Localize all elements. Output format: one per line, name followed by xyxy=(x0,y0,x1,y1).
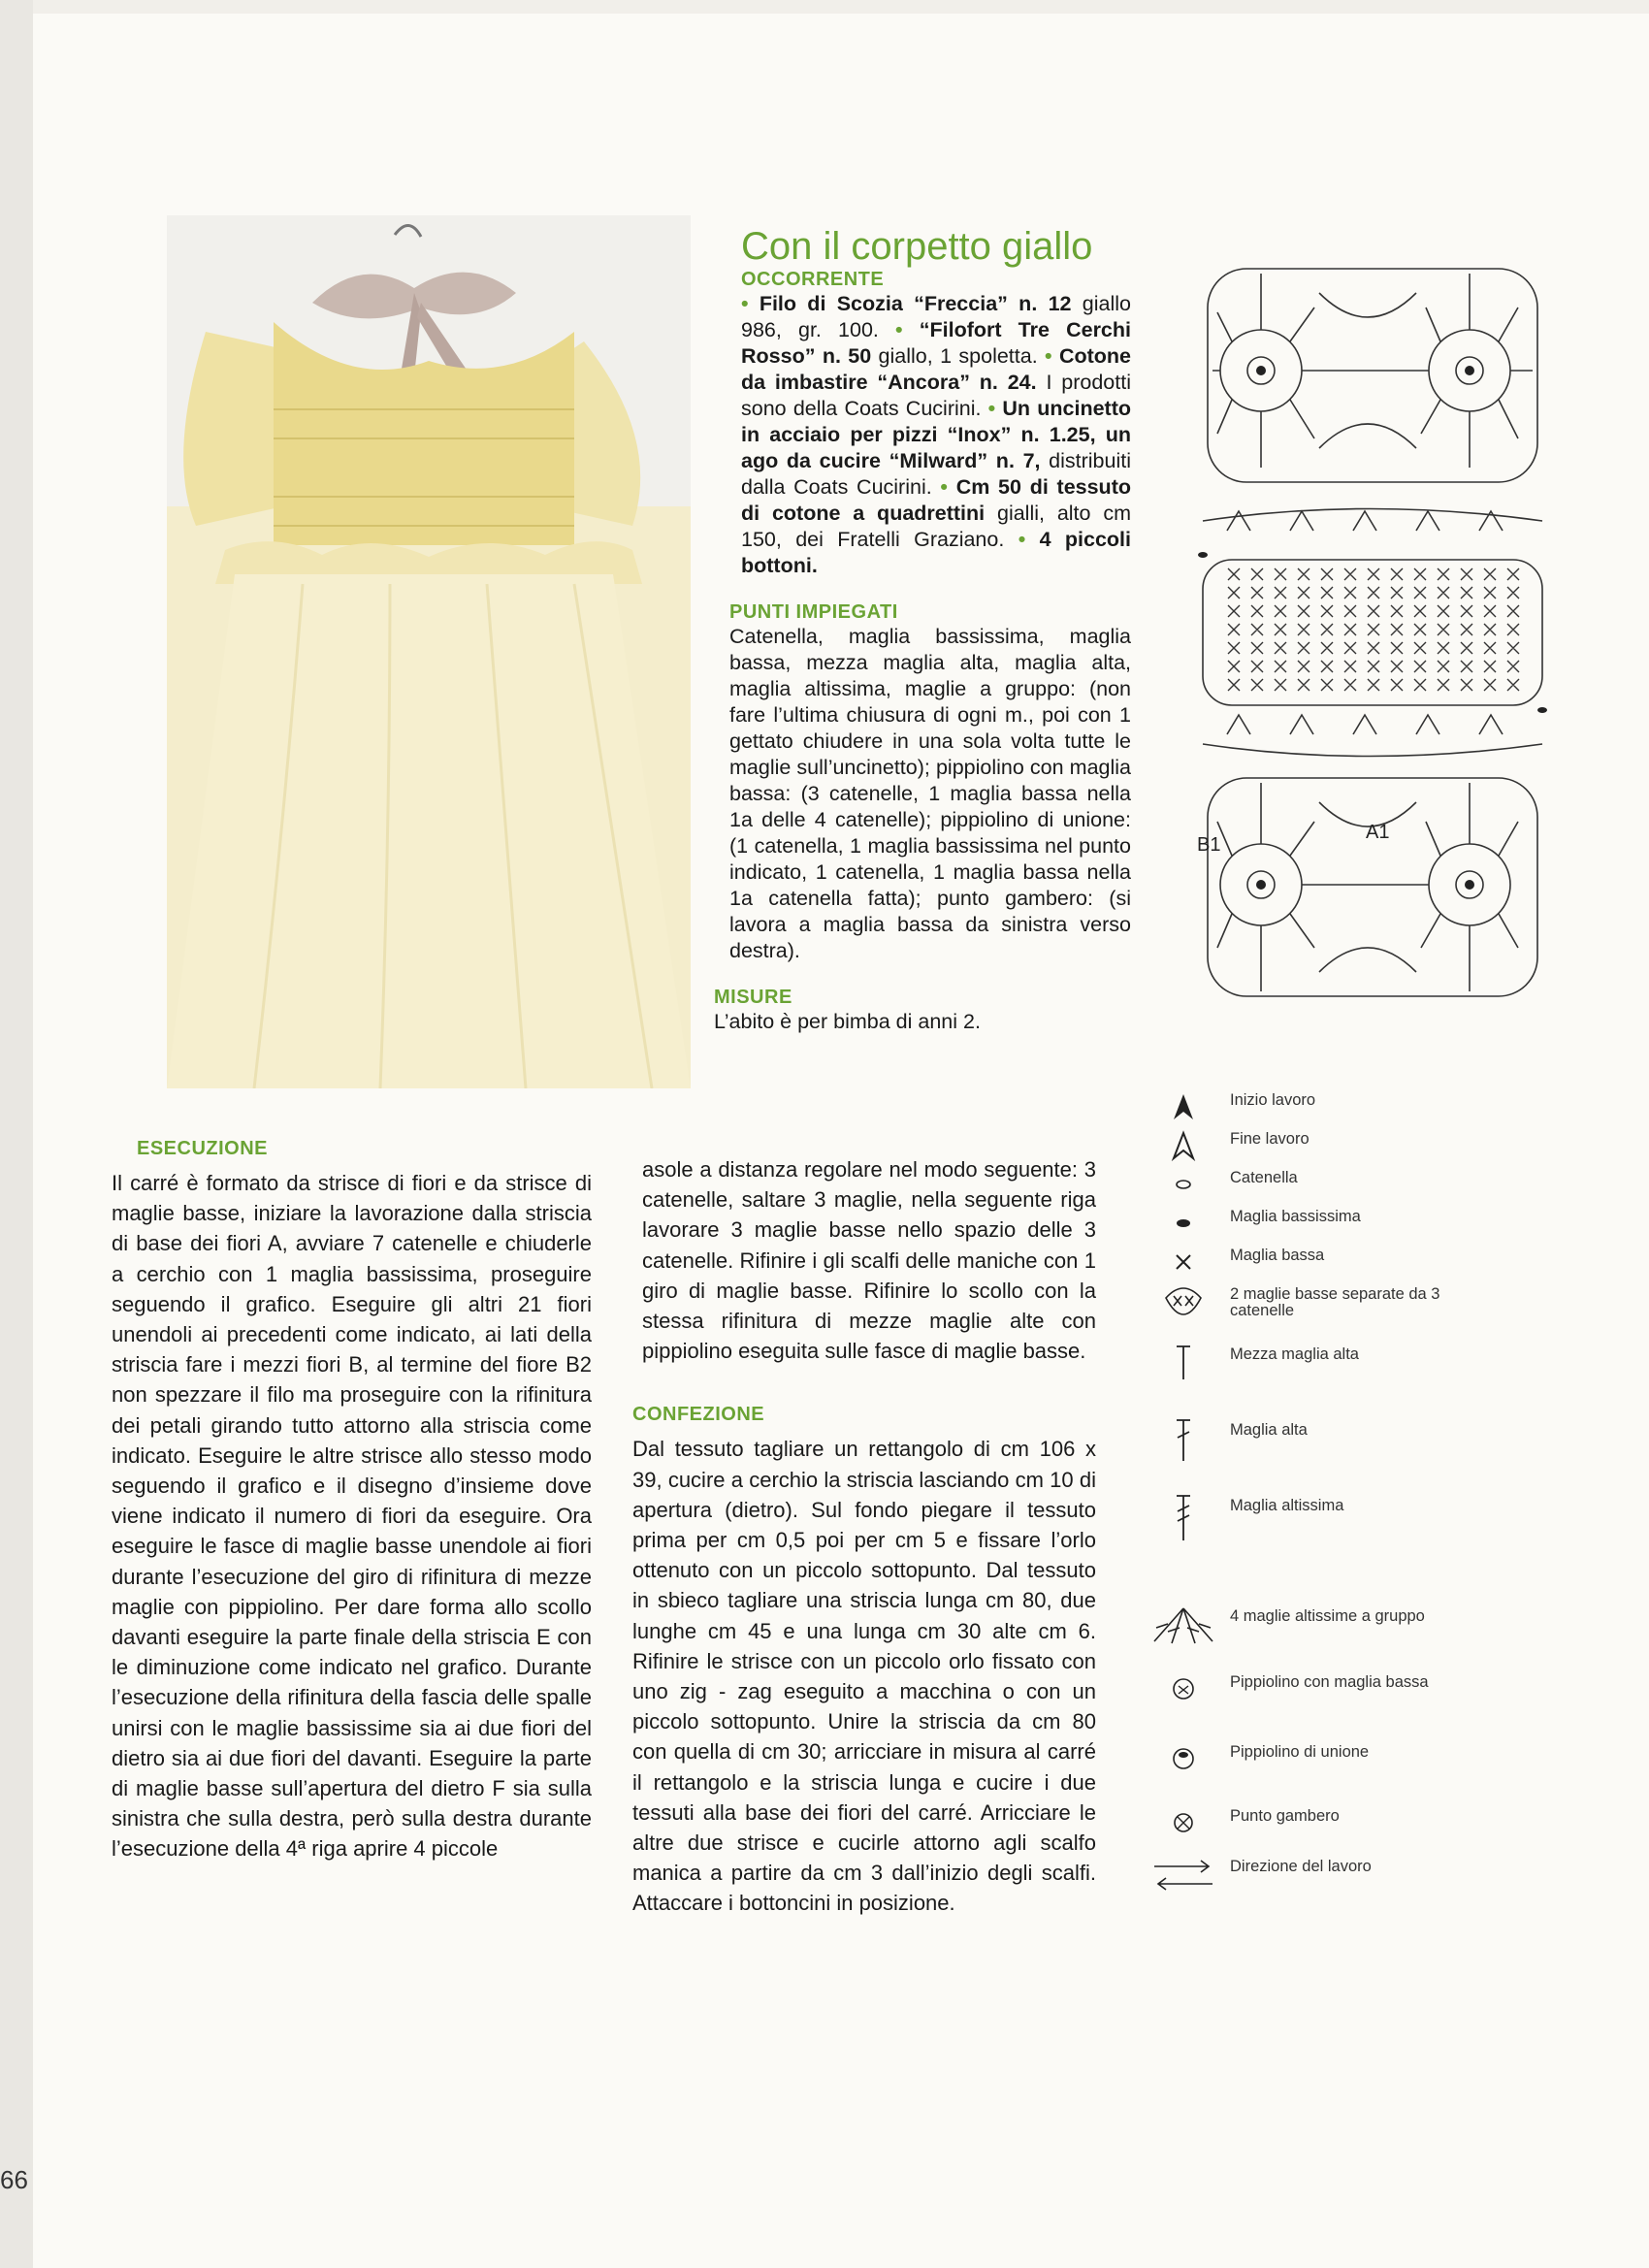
legend-label: Mezza maglia alta xyxy=(1230,1345,1359,1363)
occorrente-item-text: giallo, 1 spoletta. xyxy=(871,344,1046,368)
occorrente-item-bold: Filo di Scozia “Freccia” n. 12 xyxy=(759,292,1072,315)
bullet-icon: • xyxy=(741,292,760,315)
page-number: 66 xyxy=(0,2165,28,2194)
legend-row xyxy=(1145,1416,1474,1455)
occorrente-item-bold: “Filofort Tre Cerchi Rosso” n. 50 xyxy=(741,318,1131,368)
dress-photo xyxy=(167,215,691,1088)
legend-label: Pippiolino di unione xyxy=(1230,1743,1370,1761)
materials-section xyxy=(714,225,1131,1035)
legend-label: Punto gambero xyxy=(1230,1807,1340,1825)
punti-heading: PUNTI IMPIEGATI xyxy=(729,601,898,623)
punti-text: Catenella, maglia bassissima, maglia bassa, mezza maglia alta, maglia alta, maglia altissima, maglie a gruppo: (non fare l’ultima chiusura di ogni m., poi con 1 gettato chiudere in una sola volta tutte le maglie sull’uncinetto); pippiolino con maglia bassa: (3 catenelle, 1 maglia bassa nella 1a delle 4 catenelle); pippiolino di unione: (1 catenella, 1 maglia bassissima nel punto indicato, 1 catenella, 1 maglia bassa nella 1a catenella fatta); punto gambero: (si lavora a maglia bassa da sinistra verso destra). xyxy=(729,625,1131,962)
occorrente-item-bold: Cm 50 di tessuto di cotone a quadrettini xyxy=(741,475,1131,525)
occorrente-item-bold: Un uncinetto in acciaio per pizzi “Inox” n. 1.25, un ago da cucire “Milward” n. 7, xyxy=(741,397,1131,472)
confezione-text: Dal tessuto tagliare un rettangolo di cm 106 x 39, cucire a cerchio la striscia lasciando cm 10 di apertura (dietro). Sul fondo piegare il tessuto prima per cm 0,5 poi per cm 5 e fissare l’orlo ottenuto con un piccolo sottopunto. Dal tessuto in sbieco tagliare una striscia lunga cm 80, due lunghe cm 45 e una lunga cm 30 alte cm 6. Rifinire le strisce con un piccolo orlo fissato con uno zig - zag eseguito a macchina o con un piccolo sottopunto. Unire la striscia da cm 80 con quella di cm 30; arricciare in misura al carré il rettangolo e la striscia lunga e cucire i due tessuti alla base dei fiori del carré. Arricciare le altre due strisce e cucirle attorno agli scalfo manica a partire da cm 3 dall’inizio degli scalfi. Attaccare i bottoncini in posizione. xyxy=(632,1437,1096,1916)
tr-stitch-icon xyxy=(1145,1492,1222,1546)
legend-row xyxy=(1145,1125,1474,1164)
legend-label: Catenella xyxy=(1230,1169,1298,1186)
legend-row xyxy=(1145,1853,1474,1892)
legend-row xyxy=(1145,1603,1474,1641)
occorrente-item-text: distribuiti dalla Coats Cucirini. xyxy=(741,449,1131,499)
direction-arrows-icon xyxy=(1145,1853,1222,1907)
legend-label: Maglia bassissima xyxy=(1230,1208,1361,1225)
page-top-edge xyxy=(33,0,1649,14)
occorrente-item-text: giallo 986, gr. 100. xyxy=(741,292,1131,341)
legend-row xyxy=(1145,1164,1474,1203)
esecuzione-continued-text: asole a distanza regolare nel modo seguente: 3 catenelle, saltare 3 maglie, nella seguente riga lavorare 3 maglie basse nello spazio delle 3 catenelle. Rifinire i gli scalfi delle maniche con 1 giro di maglie basse. Rifinire lo scollo con la stessa rifinitura di mezze maglie alte con pippiolino eseguita sulle fasce di maglie basse. xyxy=(642,1157,1096,1364)
chart-label-a1: A1 xyxy=(1366,822,1390,843)
page-edge xyxy=(0,0,33,2268)
legend-row xyxy=(1145,1280,1474,1319)
bullet-icon: • xyxy=(987,397,1003,420)
confezione-heading: CONFEZIONE xyxy=(632,1404,765,1426)
circle-cross-icon xyxy=(1145,1802,1222,1857)
bullet-icon: • xyxy=(940,475,956,499)
article-title: Con il corpetto giallo xyxy=(741,225,1093,268)
occorrente-item-text: I prodotti sono della Coats Cucirini. xyxy=(741,371,1131,420)
occorrente-heading: OCCORRENTE xyxy=(741,269,885,290)
legend-row xyxy=(1145,1203,1474,1242)
crochet-chart xyxy=(1193,254,1562,1011)
t-stitch-icon xyxy=(1145,1341,1222,1395)
legend-label: Maglia altissima xyxy=(1230,1497,1344,1514)
misure-text: L’abito è per bimba di anni 2. xyxy=(714,1010,981,1033)
legend-label: Maglia alta xyxy=(1230,1421,1308,1439)
legend-label: Maglia bassa xyxy=(1230,1247,1325,1264)
legend-label: Pippiolino con maglia bassa xyxy=(1230,1673,1429,1691)
legend-row xyxy=(1145,1341,1474,1379)
legend-row xyxy=(1145,1492,1474,1531)
legend-label: Fine lavoro xyxy=(1230,1130,1310,1148)
bullet-icon: • xyxy=(1018,528,1040,551)
esecuzione-heading: ESECUZIONE xyxy=(137,1138,269,1159)
misure-heading: MISURE xyxy=(714,987,792,1008)
double-cross-icon xyxy=(1145,1280,1222,1335)
legend-row xyxy=(1145,1086,1474,1125)
occorrente-text xyxy=(741,291,1131,579)
join-picot-icon xyxy=(1145,1738,1222,1793)
legend-label: 4 maglie altissime a gruppo xyxy=(1230,1607,1425,1625)
occorrente-item-bold: Cotone da imbastire “Ancora” n. 24. xyxy=(741,344,1131,394)
body-column-right xyxy=(632,1154,1096,1919)
bullet-icon: • xyxy=(1045,344,1059,368)
legend-row xyxy=(1145,1669,1474,1707)
legend-label: 2 maglie basse separate da 3 catenelle xyxy=(1230,1285,1440,1319)
legend-label: Direzione del lavoro xyxy=(1230,1858,1372,1875)
esecuzione-text: Il carré è formato da strisce di fiori e da strisce di maglie basse, iniziare la lavorazione dalla striscia di base dei fiori A, avviare 7 catenelle e chiuderle a cerchio con 1 maglia bassissima, proseguire seguendo il grafico. Eseguire gli altri 21 fiori unendoli ai precedenti come indicato, ai lati della striscia fare i mezzi fiori B, al termine del fiore B2 non spezzare il filo ma proseguire con la rifinitura dei petali girando tutto attorno alla striscia come indicato. Eseguire le altre strisce allo stesso modo seguendo il grafico e il disegno d’insieme dove viene indicato il numero di fiori da eseguire. Ora eseguire le fasce di maglie basse unendole ai fiori durante l’esecuzione del giro di rifinitura di mezze maglie con pippiolino. Per dare forma allo scollo davanti eseguire la parte finale della striscia E con le diminuzione come indicato nel grafico. Durante l’esecuzione della rifinitura della fascia delle spalle unirsi con le maglie bassissime sia ai due fiori del dietro sia ai due fiori del davanti. Eseguire la parte di maglie basse sull’apertura del dietro F sia sulla sinistra che sulla destra, però sulla destra durante l’esecuzione della 4ª riga aprire 4 piccole xyxy=(112,1171,592,1862)
dc-stitch-icon xyxy=(1145,1416,1222,1471)
occorrente-item-bold: 4 piccoli bottoni. xyxy=(741,528,1131,577)
chart-label-b1: B1 xyxy=(1197,834,1221,856)
occorrente-item-text: gialli, alto cm 150, dei Fratelli Graziano. xyxy=(741,502,1131,551)
cluster-icon xyxy=(1145,1603,1222,1657)
legend-label: Inizio lavoro xyxy=(1230,1091,1316,1109)
legend-row xyxy=(1145,1242,1474,1280)
legend-row xyxy=(1145,1802,1474,1841)
legend-row xyxy=(1145,1738,1474,1777)
picot-icon xyxy=(1145,1669,1222,1723)
esecuzione-section xyxy=(112,1137,592,1864)
bullet-icon: • xyxy=(895,318,920,341)
